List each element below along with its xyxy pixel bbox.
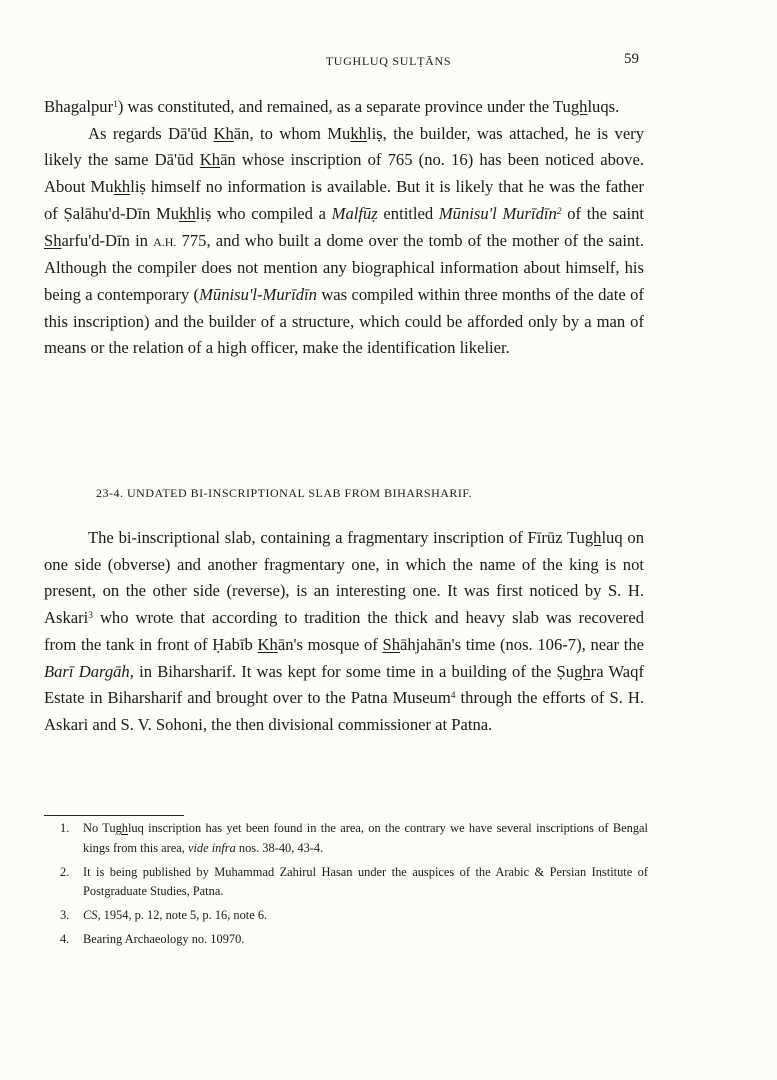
footnote-text: No Tughluq inscription has yet been found in the area, on the contrary we have several inscriptions of Bengal kings from this area, vide infra nos. 38-40, 43-4. (83, 821, 648, 855)
running-head: TUGHLUQ SULṬĀNS (325, 54, 452, 68)
footnote-4 (60, 930, 648, 950)
footnote-text: CS, 1954, p. 12, note 5, p. 16, note 6. (83, 908, 268, 923)
section-heading: 23-4. UNDATED BI-INSCRIPTIONAL SLAB FROM BIHARSHARIF. (96, 486, 473, 500)
page-number: 59 (624, 51, 639, 67)
footnotes (60, 819, 648, 954)
footnote-number: 3. (60, 908, 70, 923)
body-text-bottom (44, 525, 644, 739)
footnote-1 (60, 819, 648, 859)
footnote-3 (60, 906, 648, 926)
footnote-text: Bearing Archaeology no. 10970. (83, 931, 245, 946)
footnote-number: 1. (60, 821, 70, 835)
page-header (0, 50, 777, 74)
footnote-separator (44, 815, 184, 816)
paragraph-3: The bi-inscriptional slab, containing a fragmentary inscription of Fīrūz Tughluq on one side (obverse) and another fragmentary one, in which the name of the king is not present, on the other side (reverse), is an interesting one. It was first noticed by S. H. Askari$^3$ who wrote that according to tradition the thick and heavy slab was recovered from the tank in front of Ḥabīb Khān's mosque of Shāhjahān's time (nos. 106-7), near the Barī Dargāh, in Biharsharif. It was kept for some time in a building of the Ṣughra Waqf Estate in Biharsharif and brought over to the Patna Museum$^4$ through the efforts of S. H. Askari and S. V. Sohoni, the then divisional commissioner at Patna. (44, 528, 645, 734)
paragraph-2: As regards Dā'ūd Khān, to whom Mukhliṣ, the builder, was attached, he is very likely the same Dā'ūd Khān whose inscription of 765 (no. 16) has been noticed above. About Mukhliṣ himself no information is available. But it is likely that he was the father of Ṣalāhu'd-Dīn Mukhliṣ who compiled a Malfūẓ entitled Mūnisu'l Murīdīn$^2$ of the saint Sharfu'd-Dīn in A.H. 775, and who built a dome over the tomb of the mother of the saint. Although the compiler does not mention any biographical information about himself, his being a contemporary (Mūnisu'l-Murīdīn was compiled within three months of the date of this inscription) and the builder of a structure, which could be afforded only by a man of means or the relation of a high officer, make the identification likelier. (44, 123, 645, 358)
footnote-text: It is being published by Muhammad Zahirul Hasan under the auspices of the Arabic & Persian Institute of Postgraduate Studies, Patna. (83, 864, 648, 899)
footnote-number: 4. (60, 931, 70, 946)
paragraph-1: Bhagalpur$^1$) was constituted, and remained, as a separate province under the Tughluqs. (44, 97, 620, 116)
footnote-2 (60, 863, 648, 903)
body-text-top (44, 94, 644, 362)
footnote-number: 2. (60, 864, 70, 879)
